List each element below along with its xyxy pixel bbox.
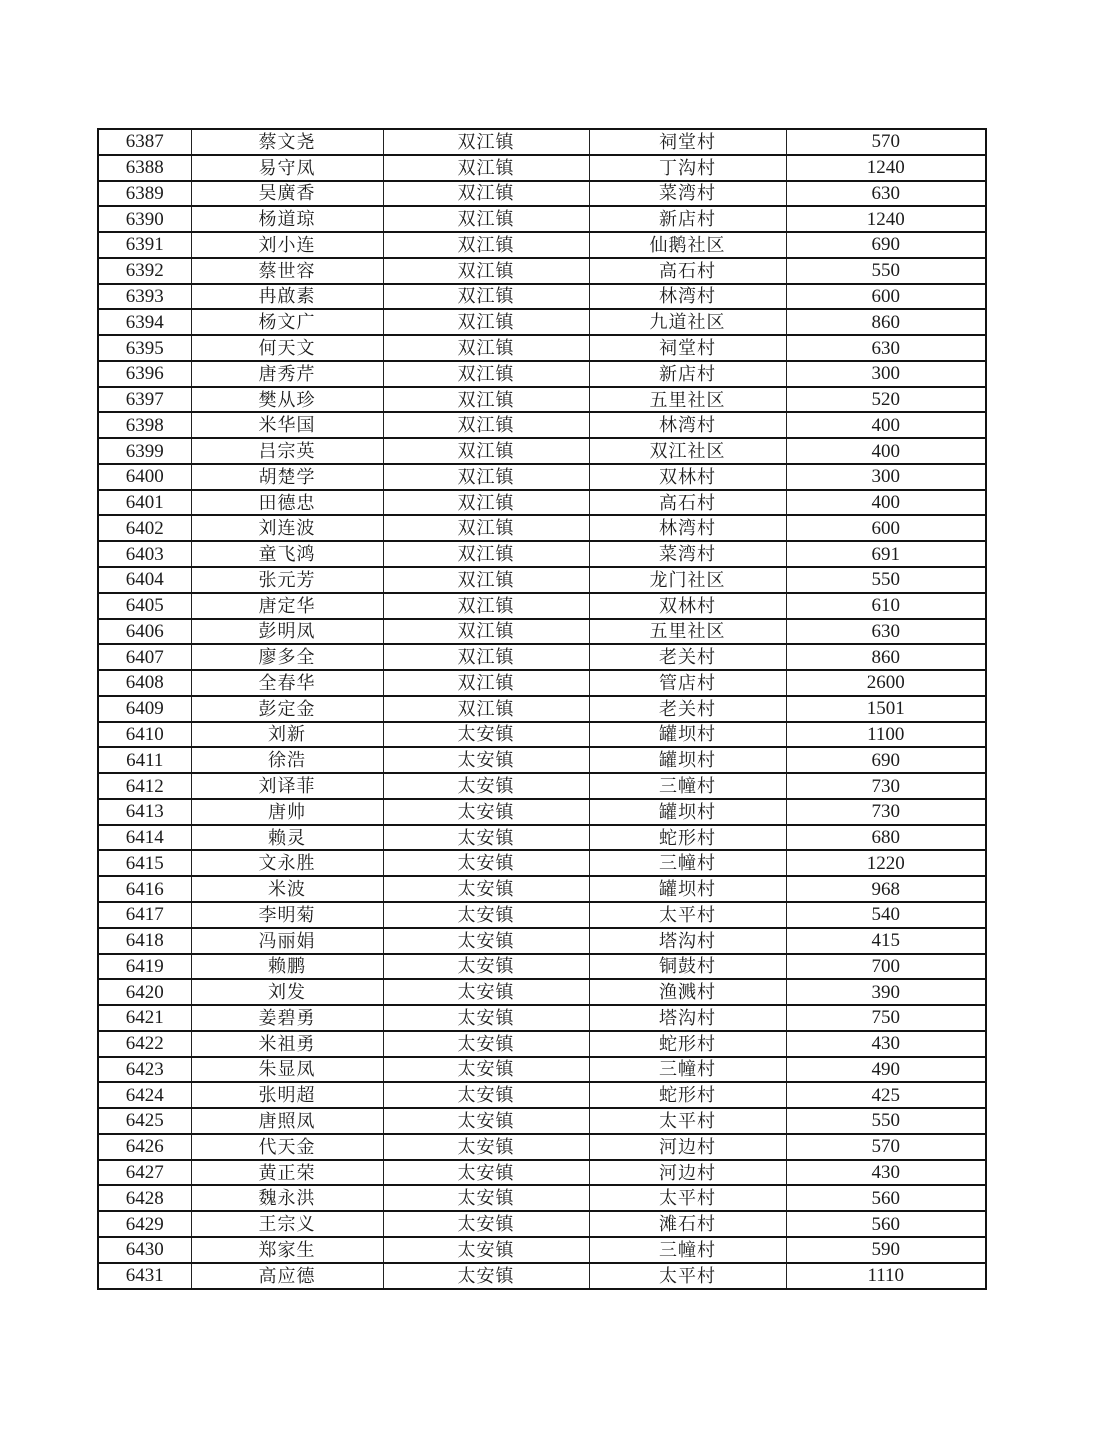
table-cell-id: 6387	[98, 129, 191, 155]
table-cell-id: 6424	[98, 1082, 191, 1108]
table-cell-village: 林湾村	[589, 515, 786, 541]
table-cell-town: 太安镇	[383, 954, 589, 980]
table-cell-id: 6391	[98, 232, 191, 258]
table-cell-town: 双江镇	[383, 309, 589, 335]
table-cell-town: 太安镇	[383, 1082, 589, 1108]
table-row	[98, 1160, 986, 1186]
table-cell-amount: 400	[786, 490, 986, 516]
table-row	[98, 979, 986, 1005]
table-cell-town: 双江镇	[383, 438, 589, 464]
table-cell-town: 太安镇	[383, 1057, 589, 1083]
table-cell-village: 菜湾村	[589, 181, 786, 207]
table-cell-amount: 490	[786, 1057, 986, 1083]
table-cell-town: 太安镇	[383, 1237, 589, 1263]
table-cell-town: 太安镇	[383, 1263, 589, 1289]
table-cell-id: 6414	[98, 825, 191, 851]
table-cell-amount: 550	[786, 1108, 986, 1134]
table-cell-amount: 1501	[786, 696, 986, 722]
table-cell-town: 双江镇	[383, 490, 589, 516]
table-cell-village: 太平村	[589, 902, 786, 928]
table-cell-amount: 700	[786, 954, 986, 980]
table-cell-id: 6431	[98, 1263, 191, 1289]
table-cell-id: 6396	[98, 361, 191, 387]
table-row	[98, 206, 986, 232]
table-row	[98, 335, 986, 361]
table-cell-village: 渔溅村	[589, 979, 786, 1005]
table-cell-town: 太安镇	[383, 773, 589, 799]
table-cell-id: 6415	[98, 850, 191, 876]
table-cell-id: 6422	[98, 1031, 191, 1057]
table-cell-name: 米波	[191, 876, 383, 902]
table-cell-amount: 2600	[786, 670, 986, 696]
table-cell-town: 双江镇	[383, 387, 589, 413]
table-cell-id: 6395	[98, 335, 191, 361]
table-row	[98, 593, 986, 619]
table-row	[98, 1057, 986, 1083]
table-cell-town: 双江镇	[383, 258, 589, 284]
table-cell-name: 全春华	[191, 670, 383, 696]
table-row	[98, 387, 986, 413]
table-row	[98, 129, 986, 155]
table-cell-name: 蔡文尧	[191, 129, 383, 155]
table-cell-village: 河边村	[589, 1160, 786, 1186]
table-cell-id: 6392	[98, 258, 191, 284]
table-row	[98, 284, 986, 310]
table-cell-village: 双林村	[589, 593, 786, 619]
table-cell-town: 太安镇	[383, 722, 589, 748]
table-row	[98, 541, 986, 567]
table-cell-village: 丁沟村	[589, 155, 786, 181]
table-cell-name: 易守凤	[191, 155, 383, 181]
table-row	[98, 799, 986, 825]
table-row	[98, 490, 986, 516]
table-row	[98, 1211, 986, 1237]
table-cell-name: 樊从珍	[191, 387, 383, 413]
table-cell-id: 6402	[98, 515, 191, 541]
table-row	[98, 670, 986, 696]
table-cell-village: 双江社区	[589, 438, 786, 464]
table-cell-name: 杨文广	[191, 309, 383, 335]
table-cell-id: 6399	[98, 438, 191, 464]
table-cell-town: 双江镇	[383, 670, 589, 696]
table-cell-village: 三幢村	[589, 1237, 786, 1263]
table-row	[98, 1108, 986, 1134]
table-cell-town: 太安镇	[383, 1134, 589, 1160]
table-cell-name: 赖鹏	[191, 954, 383, 980]
table-cell-town: 双江镇	[383, 284, 589, 310]
table-cell-village: 祠堂村	[589, 129, 786, 155]
table-cell-town: 双江镇	[383, 464, 589, 490]
table-cell-village: 老关村	[589, 696, 786, 722]
table-cell-town: 太安镇	[383, 1031, 589, 1057]
table-cell-amount: 560	[786, 1211, 986, 1237]
table-row	[98, 644, 986, 670]
table-row	[98, 928, 986, 954]
table-cell-village: 林湾村	[589, 284, 786, 310]
table-cell-amount: 630	[786, 181, 986, 207]
table-cell-id: 6421	[98, 1005, 191, 1031]
table-cell-town: 双江镇	[383, 335, 589, 361]
table-cell-amount: 415	[786, 928, 986, 954]
table-cell-amount: 400	[786, 412, 986, 438]
table-cell-name: 赖灵	[191, 825, 383, 851]
table-cell-amount: 690	[786, 232, 986, 258]
table-cell-amount: 1220	[786, 850, 986, 876]
table-cell-town: 太安镇	[383, 1108, 589, 1134]
table-cell-town: 双江镇	[383, 412, 589, 438]
table-cell-id: 6417	[98, 902, 191, 928]
table-cell-id: 6394	[98, 309, 191, 335]
table-cell-amount: 430	[786, 1031, 986, 1057]
table-cell-village: 三幢村	[589, 1057, 786, 1083]
table-cell-name: 李明菊	[191, 902, 383, 928]
table-row	[98, 1031, 986, 1057]
table-body	[98, 129, 986, 1289]
table-cell-id: 6397	[98, 387, 191, 413]
table-cell-name: 吴廣香	[191, 181, 383, 207]
table-cell-amount: 860	[786, 309, 986, 335]
table-row	[98, 1263, 986, 1289]
table-cell-amount: 610	[786, 593, 986, 619]
table-cell-town: 双江镇	[383, 541, 589, 567]
table-cell-town: 太安镇	[383, 825, 589, 851]
table-cell-town: 双江镇	[383, 206, 589, 232]
table-cell-id: 6401	[98, 490, 191, 516]
table-cell-name: 刘小连	[191, 232, 383, 258]
table-row	[98, 155, 986, 181]
table-cell-town: 双江镇	[383, 181, 589, 207]
table-cell-village: 林湾村	[589, 412, 786, 438]
table-cell-amount: 300	[786, 361, 986, 387]
table-cell-id: 6413	[98, 799, 191, 825]
table-row	[98, 1134, 986, 1160]
table-cell-amount: 1240	[786, 155, 986, 181]
table-cell-town: 双江镇	[383, 696, 589, 722]
table-cell-name: 徐浩	[191, 747, 383, 773]
table-row	[98, 747, 986, 773]
table-cell-id: 6389	[98, 181, 191, 207]
table-cell-amount: 1100	[786, 722, 986, 748]
table-cell-village: 蛇形村	[589, 825, 786, 851]
table-cell-name: 朱显凤	[191, 1057, 383, 1083]
table-cell-name: 文永胜	[191, 850, 383, 876]
table-cell-amount: 750	[786, 1005, 986, 1031]
table-cell-village: 老关村	[589, 644, 786, 670]
table-cell-name: 米华国	[191, 412, 383, 438]
table-cell-village: 新店村	[589, 206, 786, 232]
table-cell-amount: 680	[786, 825, 986, 851]
table-cell-village: 龙门社区	[589, 567, 786, 593]
table-cell-town: 太安镇	[383, 1005, 589, 1031]
table-cell-village: 太平村	[589, 1185, 786, 1211]
table-row	[98, 902, 986, 928]
table-cell-id: 6407	[98, 644, 191, 670]
table-cell-name: 代天金	[191, 1134, 383, 1160]
table-cell-amount: 730	[786, 773, 986, 799]
table-cell-village: 蛇形村	[589, 1031, 786, 1057]
table-cell-town: 太安镇	[383, 1185, 589, 1211]
table-cell-village: 三幢村	[589, 850, 786, 876]
table-cell-town: 太安镇	[383, 850, 589, 876]
table-cell-village: 蛇形村	[589, 1082, 786, 1108]
table-cell-village: 菜湾村	[589, 541, 786, 567]
table-cell-name: 唐秀芹	[191, 361, 383, 387]
table-cell-name: 吕宗英	[191, 438, 383, 464]
table-cell-village: 太平村	[589, 1263, 786, 1289]
table-cell-amount: 390	[786, 979, 986, 1005]
table-row	[98, 438, 986, 464]
table-row	[98, 412, 986, 438]
table-cell-village: 罐坝村	[589, 876, 786, 902]
table-row	[98, 619, 986, 645]
table-cell-amount: 540	[786, 902, 986, 928]
table-cell-id: 6416	[98, 876, 191, 902]
table-row	[98, 1237, 986, 1263]
table-cell-village: 新店村	[589, 361, 786, 387]
table-cell-name: 冉啟素	[191, 284, 383, 310]
table-row	[98, 825, 986, 851]
table-cell-town: 太安镇	[383, 1211, 589, 1237]
table-cell-amount: 570	[786, 1134, 986, 1160]
table-cell-village: 管店村	[589, 670, 786, 696]
table-cell-id: 6398	[98, 412, 191, 438]
table-cell-town: 太安镇	[383, 747, 589, 773]
table-cell-id: 6425	[98, 1108, 191, 1134]
table-cell-id: 6423	[98, 1057, 191, 1083]
table-cell-amount: 430	[786, 1160, 986, 1186]
table-cell-town: 双江镇	[383, 155, 589, 181]
table-cell-amount: 520	[786, 387, 986, 413]
table-cell-id: 6426	[98, 1134, 191, 1160]
table-cell-id: 6404	[98, 567, 191, 593]
table-cell-name: 彭明凤	[191, 619, 383, 645]
table-row	[98, 773, 986, 799]
table-cell-name: 刘发	[191, 979, 383, 1005]
table-cell-id: 6429	[98, 1211, 191, 1237]
table-cell-village: 罐坝村	[589, 747, 786, 773]
table-cell-amount: 730	[786, 799, 986, 825]
table-cell-name: 彭定金	[191, 696, 383, 722]
table-cell-amount: 968	[786, 876, 986, 902]
table-cell-amount: 690	[786, 747, 986, 773]
table-cell-name: 何天文	[191, 335, 383, 361]
table-cell-town: 双江镇	[383, 619, 589, 645]
table-cell-village: 双林村	[589, 464, 786, 490]
table-cell-name: 唐照凤	[191, 1108, 383, 1134]
table-cell-village: 河边村	[589, 1134, 786, 1160]
table-cell-id: 6427	[98, 1160, 191, 1186]
table-row	[98, 696, 986, 722]
table-cell-name: 黄正荣	[191, 1160, 383, 1186]
table-cell-name: 刘新	[191, 722, 383, 748]
table-cell-town: 双江镇	[383, 361, 589, 387]
table-cell-village: 祠堂村	[589, 335, 786, 361]
table-cell-village: 仙鹅社区	[589, 232, 786, 258]
table-cell-amount: 560	[786, 1185, 986, 1211]
table-cell-town: 双江镇	[383, 593, 589, 619]
table-cell-name: 杨道琼	[191, 206, 383, 232]
table-cell-name: 米祖勇	[191, 1031, 383, 1057]
table-cell-village: 太平村	[589, 1108, 786, 1134]
table-cell-village: 罐坝村	[589, 799, 786, 825]
table-cell-name: 田德忠	[191, 490, 383, 516]
table-cell-name: 魏永洪	[191, 1185, 383, 1211]
table-cell-id: 6390	[98, 206, 191, 232]
table-cell-id: 6403	[98, 541, 191, 567]
table-cell-amount: 550	[786, 258, 986, 284]
table-row	[98, 232, 986, 258]
table-cell-village: 塔沟村	[589, 1005, 786, 1031]
table-cell-amount: 860	[786, 644, 986, 670]
table-cell-name: 郑家生	[191, 1237, 383, 1263]
table-cell-village: 五里社区	[589, 619, 786, 645]
table-cell-name: 蔡世容	[191, 258, 383, 284]
table-cell-town: 双江镇	[383, 644, 589, 670]
table-cell-town: 太安镇	[383, 902, 589, 928]
table-cell-name: 冯丽娟	[191, 928, 383, 954]
table-cell-id: 6406	[98, 619, 191, 645]
table-cell-amount: 1110	[786, 1263, 986, 1289]
table-cell-name: 张元芳	[191, 567, 383, 593]
table-row	[98, 181, 986, 207]
table-row	[98, 515, 986, 541]
table-cell-name: 刘译菲	[191, 773, 383, 799]
table-cell-id: 6412	[98, 773, 191, 799]
table-cell-name: 张明超	[191, 1082, 383, 1108]
table-cell-town: 太安镇	[383, 928, 589, 954]
table-cell-village: 罐坝村	[589, 722, 786, 748]
table-cell-town: 双江镇	[383, 515, 589, 541]
table-cell-name: 姜碧勇	[191, 1005, 383, 1031]
table-row	[98, 954, 986, 980]
table-cell-id: 6418	[98, 928, 191, 954]
table-cell-name: 胡楚学	[191, 464, 383, 490]
table-cell-amount: 590	[786, 1237, 986, 1263]
table-cell-id: 6409	[98, 696, 191, 722]
table-cell-name: 刘连波	[191, 515, 383, 541]
table-cell-village: 三幢村	[589, 773, 786, 799]
table-cell-id: 6419	[98, 954, 191, 980]
table-cell-amount: 600	[786, 284, 986, 310]
table-cell-village: 五里社区	[589, 387, 786, 413]
table-cell-amount: 570	[786, 129, 986, 155]
table-cell-id: 6408	[98, 670, 191, 696]
table-cell-id: 6420	[98, 979, 191, 1005]
table-cell-id: 6400	[98, 464, 191, 490]
table-cell-id: 6430	[98, 1237, 191, 1263]
table-cell-amount: 691	[786, 541, 986, 567]
table-row	[98, 876, 986, 902]
table-cell-name: 廖多全	[191, 644, 383, 670]
table-cell-village: 九道社区	[589, 309, 786, 335]
table-row	[98, 850, 986, 876]
table-cell-amount: 550	[786, 567, 986, 593]
table-cell-id: 6410	[98, 722, 191, 748]
table-row	[98, 1082, 986, 1108]
table-cell-town: 太安镇	[383, 799, 589, 825]
table-cell-name: 王宗义	[191, 1211, 383, 1237]
table-cell-name: 高应德	[191, 1263, 383, 1289]
table-row	[98, 722, 986, 748]
table-cell-amount: 630	[786, 335, 986, 361]
table-cell-amount: 600	[786, 515, 986, 541]
table-cell-town: 双江镇	[383, 129, 589, 155]
table-cell-amount: 400	[786, 438, 986, 464]
table-cell-village: 铜鼓村	[589, 954, 786, 980]
table-row	[98, 1005, 986, 1031]
table-cell-name: 唐定华	[191, 593, 383, 619]
table-cell-id: 6405	[98, 593, 191, 619]
table-row	[98, 1185, 986, 1211]
roster-table	[97, 128, 987, 1290]
table-cell-town: 太安镇	[383, 876, 589, 902]
table-cell-id: 6393	[98, 284, 191, 310]
table-cell-village: 滩石村	[589, 1211, 786, 1237]
table-cell-amount: 425	[786, 1082, 986, 1108]
table-cell-amount: 1240	[786, 206, 986, 232]
table-cell-id: 6411	[98, 747, 191, 773]
table-cell-id: 6428	[98, 1185, 191, 1211]
table-cell-village: 塔沟村	[589, 928, 786, 954]
table-cell-id: 6388	[98, 155, 191, 181]
table-row	[98, 361, 986, 387]
table-cell-town: 太安镇	[383, 979, 589, 1005]
table-cell-name: 童飞鸿	[191, 541, 383, 567]
table-row	[98, 309, 986, 335]
table-cell-town: 双江镇	[383, 567, 589, 593]
table-cell-amount: 300	[786, 464, 986, 490]
table-cell-amount: 630	[786, 619, 986, 645]
table-cell-village: 高石村	[589, 490, 786, 516]
table-cell-town: 双江镇	[383, 232, 589, 258]
table-cell-village: 高石村	[589, 258, 786, 284]
table-row	[98, 567, 986, 593]
table-cell-name: 唐帅	[191, 799, 383, 825]
table-row	[98, 258, 986, 284]
table-row	[98, 464, 986, 490]
table-cell-town: 太安镇	[383, 1160, 589, 1186]
